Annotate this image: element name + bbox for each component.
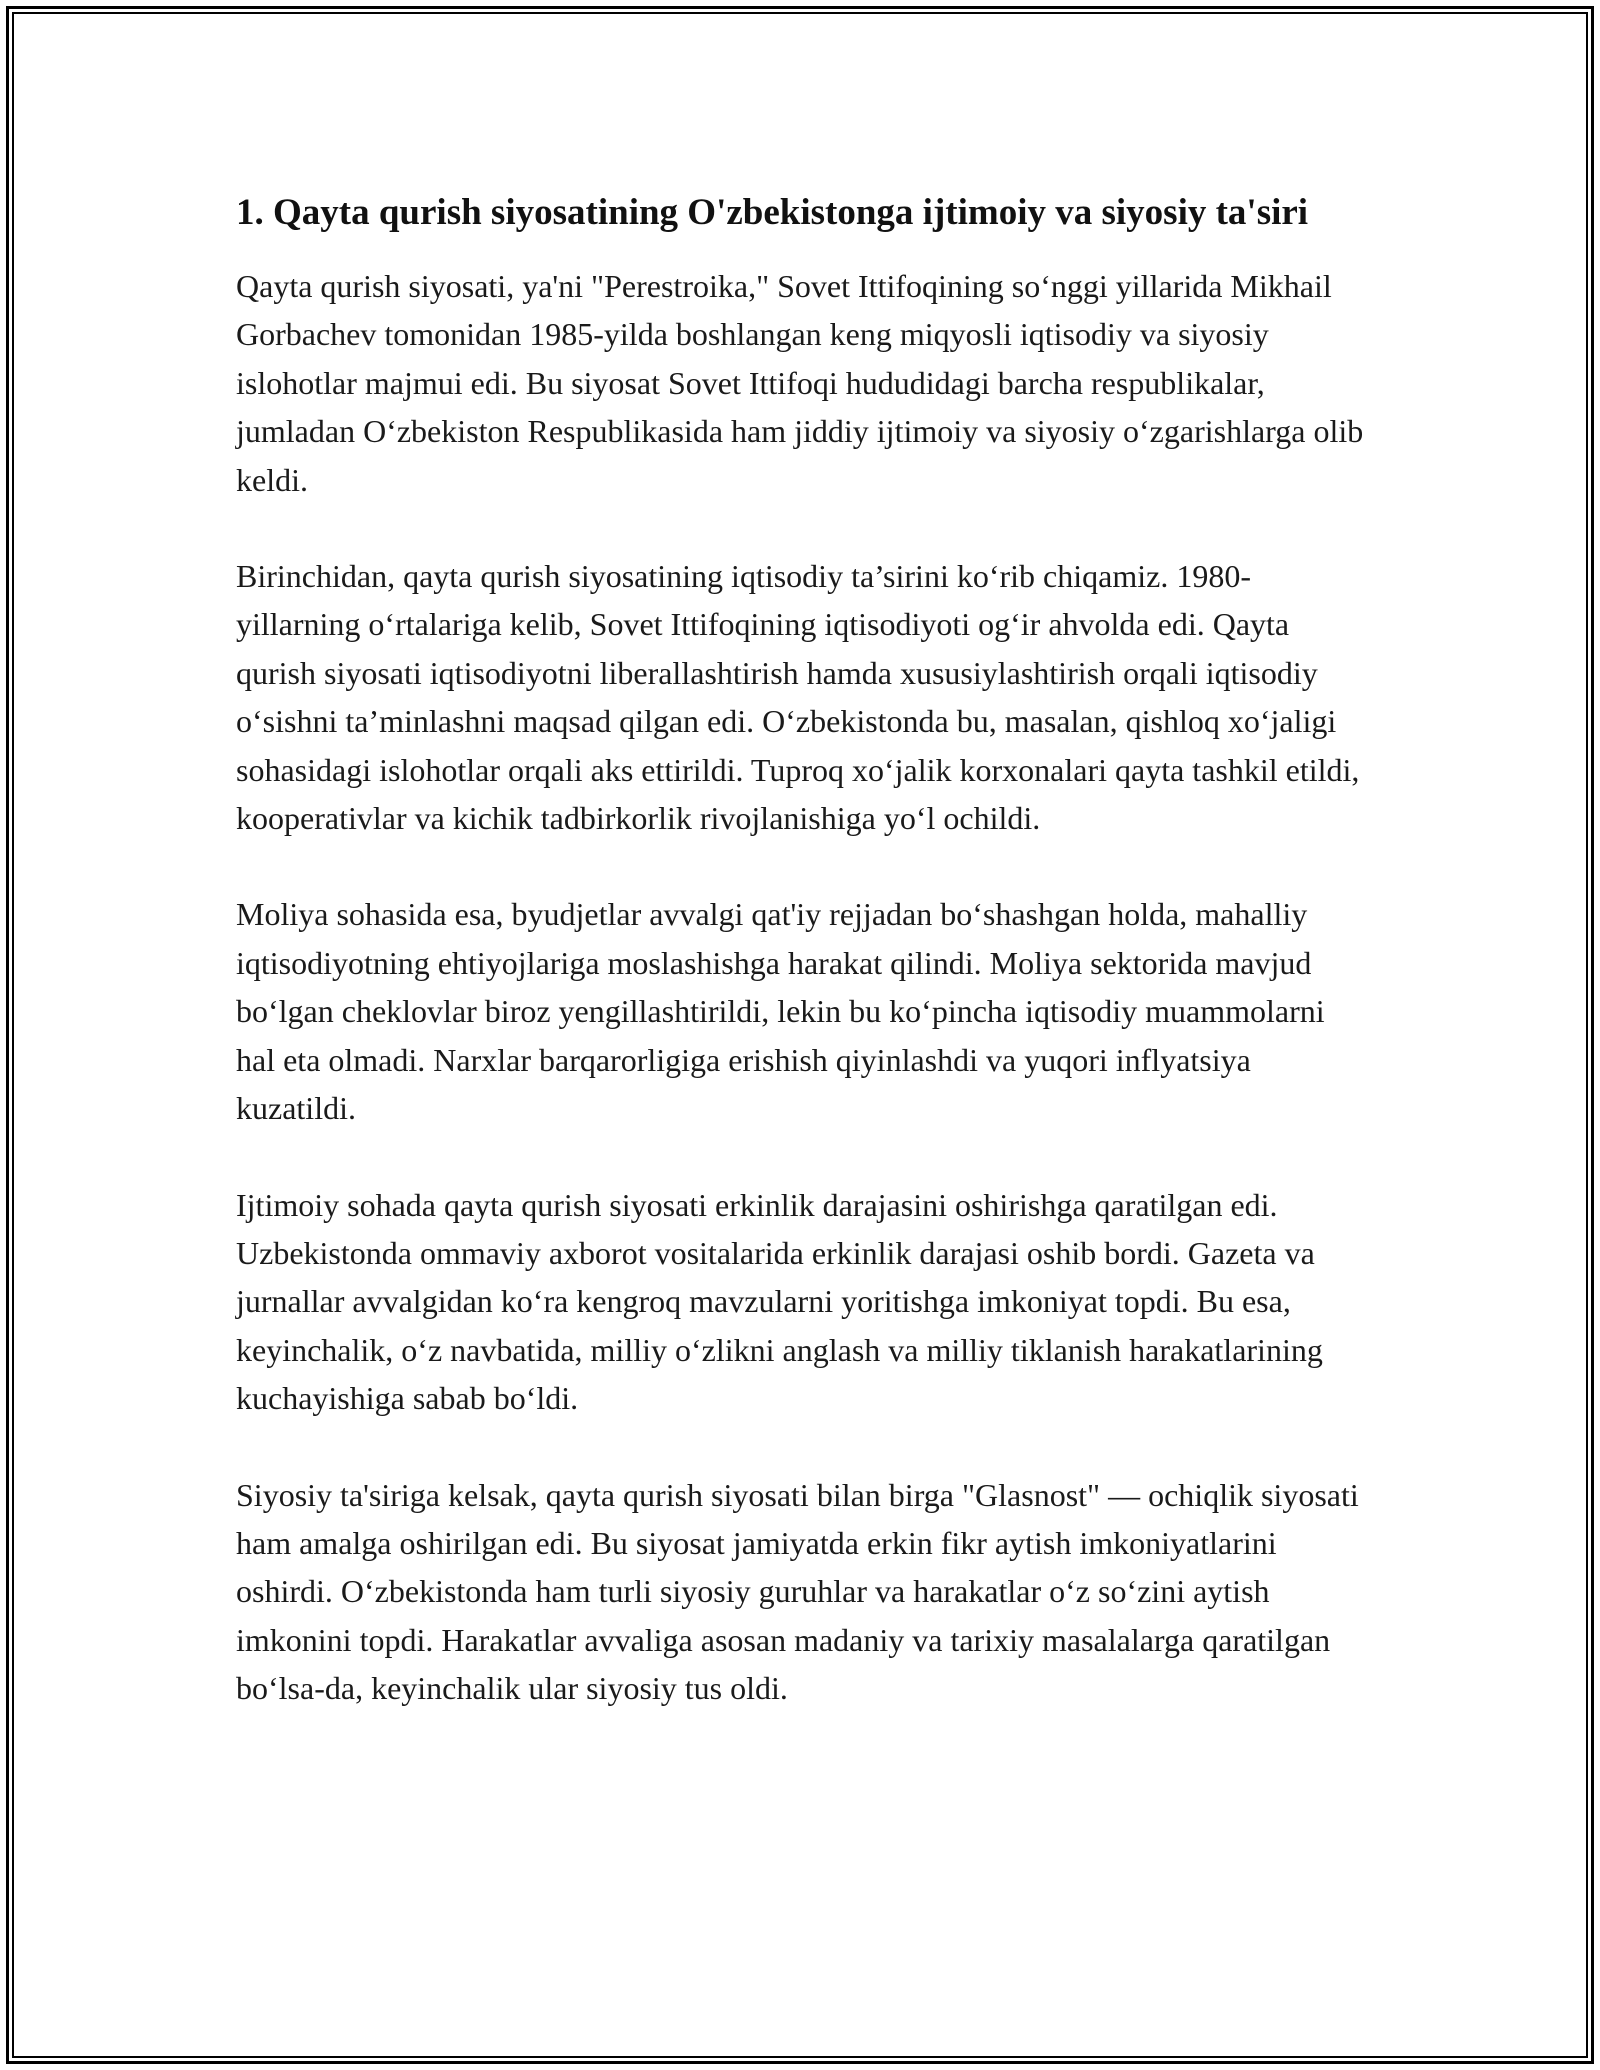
document-page xyxy=(236,186,1366,1761)
paragraph-finance: Moliya sohasida esa, byudjetlar avvalgi qat'iy rejjadan bo‘shashgan holda, mahalliy iqtisodiyotning ehtiyojlariga moslashishga harakat qilindi. Moliya sektorida mavjud bo‘lgan cheklovlar biroz yengillashtirildi, lekin bu ko‘pincha iqtisodiy muammolarni hal eta olmadi. Narxlar barqarorligiga erishish qiyinlashdi va yuqori inflyatsiya kuzatildi. xyxy=(236,896,1325,1127)
paragraph-perestroika-intro: Qayta qurish siyosati, ya'ni "Perestroika," Sovet Ittifoqining so‘nggi yillarida Mikhail Gorbachev tomonidan 1985-yilda boshlangan keng miqyosli iqtisodiy va siyosiy islohotlar majmui edi. Bu siyosat Sovet Ittifoqi hududidagi barcha respublikalar, jumladan O‘zbekiston Respublikasida ham jiddiy ijtimoiy va siyosiy o‘zgarishlarga olib keldi. xyxy=(236,268,1364,498)
paragraph-social-impact: Ijtimoiy sohada qayta qurish siyosati erkinlik darajasini oshirishga qaratilgan edi. Uzbekistonda ommaviy axborot vositalarida erkinlik darajasi oshib bordi. Gazeta va jurnallar avvalgidan ko‘ra kengroq mavzularni yoritishga imkoniyat topdi. Bu esa, keyinchalik, o‘z navbatida, milliy o‘zlikni anglash va milliy tiklanish harakatlarining kuchayishiga sabab bo‘ldi. xyxy=(236,1186,1323,1417)
paragraph-political-impact: Siyosiy ta'siriga kelsak, qayta qurish siyosati bilan birga "Glasnost" — ochiqlik siyosati ham amalga oshirilgan edi. Bu siyosat jamiyatda erkin fikr aytish imkoniyatlarini oshirdi. O‘zbekistonda ham turli siyosiy guruhlar va harakatlar o‘z so‘zini aytish imkonini topdi. Harakatlar avvaliga asosan madaniy va tarixiy masalalarga qaratilgan bo‘lsa-da, keyinchalik ular siyosiy tus oldi. xyxy=(236,1476,1359,1707)
document-title: 1. Qayta qurish siyosatining O'zbekistonga ijtimoiy va siyosiy ta'siri xyxy=(236,192,1309,233)
paragraph-economic-impact: Birinchidan, qayta qurish siyosatining iqtisodiy ta’sirini ko‘rib chiqamiz. 1980-yillarning o‘rtalariga kelib, Sovet Ittifoqining iqtisodiyoti og‘ir ahvolda edi. Qayta qurish siyosati iqtisodiyotni liberallashtirish hamda xususiylashtirish orqali iqtisodiy o‘sishni ta’minlashni maqsad qilgan edi. O‘zbekistonda bu, masalan, qishloq xo‘jaligi sohasidagi islohotlar orqali aks ettirildi. Tuproq xo‘jalik korxonalari qayta tashkil etildi, kooperativlar va kichik tadbirkorlik rivojlanishiga yo‘l ochildi. xyxy=(236,558,1360,837)
